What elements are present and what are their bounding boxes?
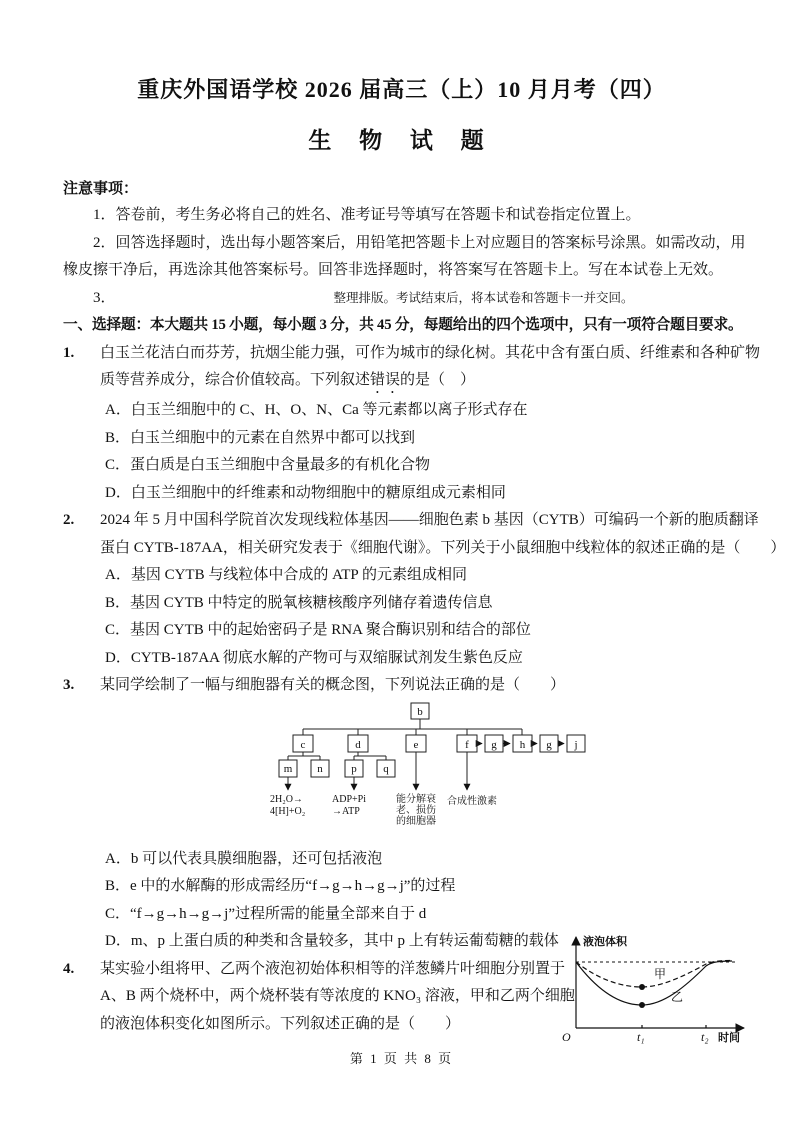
notice-item-2-line-2: 橡皮擦干净后，再选涂其他答案标号。回答非选择题时，将答案写在答题卡上。写在本试卷上无效。	[63, 262, 724, 278]
question-1-number: 1.	[63, 344, 75, 361]
diagram-box-q: q	[383, 762, 389, 775]
graph-curve-b-label: 乙	[671, 990, 684, 1004]
diagram-box-f: f	[465, 738, 469, 751]
question-1-option-d: D．白玉兰细胞中的纤维素和动物细胞中的糖原组成元素相同	[105, 484, 506, 501]
diagram-note-water-split-1: 2H₂O→	[270, 793, 303, 805]
question-3-option-c: C．“f→g→h→g→j”过程所需的能量全部来自于 d	[105, 905, 427, 922]
diagram-box-p: p	[351, 762, 357, 775]
emphasized-word: 错误	[370, 372, 401, 388]
page-subtitle: 生 物 试 题	[308, 128, 495, 153]
graph-curve-a-label: 甲	[654, 967, 667, 981]
question-4-vacuole-volume-graph	[554, 924, 759, 1044]
graph-t2-label: t₂	[701, 1030, 709, 1044]
diagram-box-c: c	[300, 738, 306, 751]
page-footer: 第 1 页 共 8 页	[349, 1051, 454, 1066]
notice-item-3	[63, 285, 740, 313]
question-2-stem-line-2: 蛋白 CYTB-187AA，相关研究发表于《细胞代谢》。下列关于小鼠细胞中线粒体的叙述正确的是（ ）	[100, 539, 786, 556]
question-3	[63, 672, 740, 956]
diagram-box-b: b	[417, 705, 423, 718]
organelle-concept-diagram	[270, 700, 626, 846]
diagram-box-e: e	[413, 738, 419, 751]
diagram-box-m: m	[283, 762, 293, 775]
curve-a-minimum-point	[639, 984, 645, 990]
notice-item-3-text: 整理排版。考试结束后，将本试卷和答题卡一并交回。	[333, 290, 634, 305]
notice-heading: 注意事项：	[63, 181, 139, 197]
question-1-option-b: B．白玉兰细胞中的元素在自然界中都可以找到	[105, 429, 416, 446]
diagram-note-lysosome-2: 老、损伤	[396, 804, 436, 816]
curve-b-minimum-point	[639, 1002, 645, 1008]
question-4-stem-line-1: 某实验小组将甲、乙两个液泡初始体积相等的洋葱鳞片叶细胞分别置于	[100, 960, 566, 977]
graph-y-axis-label: 液泡体积	[583, 936, 627, 948]
question-4-number: 4.	[63, 960, 75, 977]
diagram-note-lysosome-1: 能分解衰	[396, 793, 436, 805]
notice-item-1: 1．答卷前，考生务必将自己的姓名、准考证号等填写在答题卡和试卷指定位置上。	[93, 207, 641, 223]
diagram-box-j: j	[574, 738, 578, 751]
question-2-number: 2.	[63, 512, 75, 528]
graph-origin-label: O	[562, 1030, 571, 1044]
diagram-note-atp-1: ADP+Pi	[332, 793, 366, 805]
notice-item-2-line-1: 2．回答选择题时，选出每小题答案后，用铅笔把答题卡上对应题目的答案标号涂黑。如需改动，用	[93, 234, 746, 251]
diagram-box-d: d	[355, 738, 361, 751]
question-4-stem-line-3: 的液泡体积变化如图所示。下列叙述正确的是（ ）	[100, 1015, 461, 1032]
question-2	[63, 507, 786, 672]
question-2-option-c: C．基因 CYTB 中的起始密码子是 RNA 聚合酶识别和结合的部位	[105, 622, 531, 638]
question-3-stem: 某同学绘制了一幅与细胞器有关的概念图，下列说法正确的是（ ）	[100, 677, 566, 693]
question-2-option-b: B．基因 CYTB 中特定的脱氧核糖核酸序列储存着遗传信息	[105, 594, 493, 611]
question-1-option-c: C．蛋白质是白玉兰细胞中含量最多的有机化合物	[105, 457, 431, 473]
diagram-note-atp-2: →ATP	[332, 805, 360, 817]
page-title: 重庆外国语学校 2026 届高三（上）10 月月考（四）	[137, 77, 666, 102]
question-2-option-d: D．CYTB-187AA 彻底水解的产物可与双缩脲试剂发生紫色反应	[105, 649, 523, 666]
stem-text: 质等营养成分，综合价值较高。下列叙述	[100, 372, 371, 388]
graph-x-axis-label: 时间	[718, 1032, 740, 1044]
stem-text: 的是（ ）	[400, 372, 476, 388]
question-2-stem-line-1: 2024 年 5 月中国科学院首次发现线粒体基因——细胞色素 b 基因（CYTB）可编码一个新的胞质翻译	[100, 512, 759, 528]
question-1-stem-line-1: 白玉兰花洁白而芬芳，抗烟尘能力强，可作为城市的绿化树。其花中含有蛋白质、纤维素和各种矿物	[100, 344, 761, 361]
question-3-number: 3.	[63, 677, 75, 693]
diagram-note-water-split-2: 4[H]+O₂	[270, 805, 306, 817]
question-1-stem-line-2	[100, 367, 740, 397]
diagram-box-n: n	[317, 762, 323, 775]
question-3-option-d: D．m、p 上蛋白质的种类和含量较多，其中 p 上有转运葡萄糖的载体	[105, 933, 559, 949]
diagram-note-lysosome-3: 的细胞器	[396, 815, 436, 827]
question-3-option-a: A．b 可以代表具膜细胞器，还可包括液泡	[105, 850, 383, 867]
question-3-option-b: B．e 中的水解酶的形成需经历“f→g→h→g→j”的过程	[105, 878, 456, 894]
question-4-stem-line-2: A、B 两个烧杯中，两个烧杯装有等浓度的 KNO₃ 溶液，甲和乙两个细胞	[100, 988, 575, 1004]
question-1-option-a: A．白玉兰细胞中的 C、H、O、N、Ca 等元素都以离子形式存在	[105, 402, 528, 418]
question-1	[63, 340, 761, 508]
section-1-heading: 一、选择题：本大题共 15 小题，每小题 3 分，共 45 分，每题给出的四个选项中，只有一项符合题目要求。	[63, 317, 743, 333]
diagram-box-g1: g	[491, 738, 497, 751]
question-2-option-a: A．基因 CYTB 与线粒体中合成的 ATP 的元素组成相同	[105, 567, 467, 583]
diagram-box-g2: g	[546, 738, 552, 751]
diagram-box-h: h	[519, 738, 526, 751]
notice-item-3-number: 3．	[93, 289, 116, 306]
diagram-note-hormone: 合成性激素	[447, 795, 497, 807]
graph-t1-label: t₁	[637, 1030, 645, 1044]
